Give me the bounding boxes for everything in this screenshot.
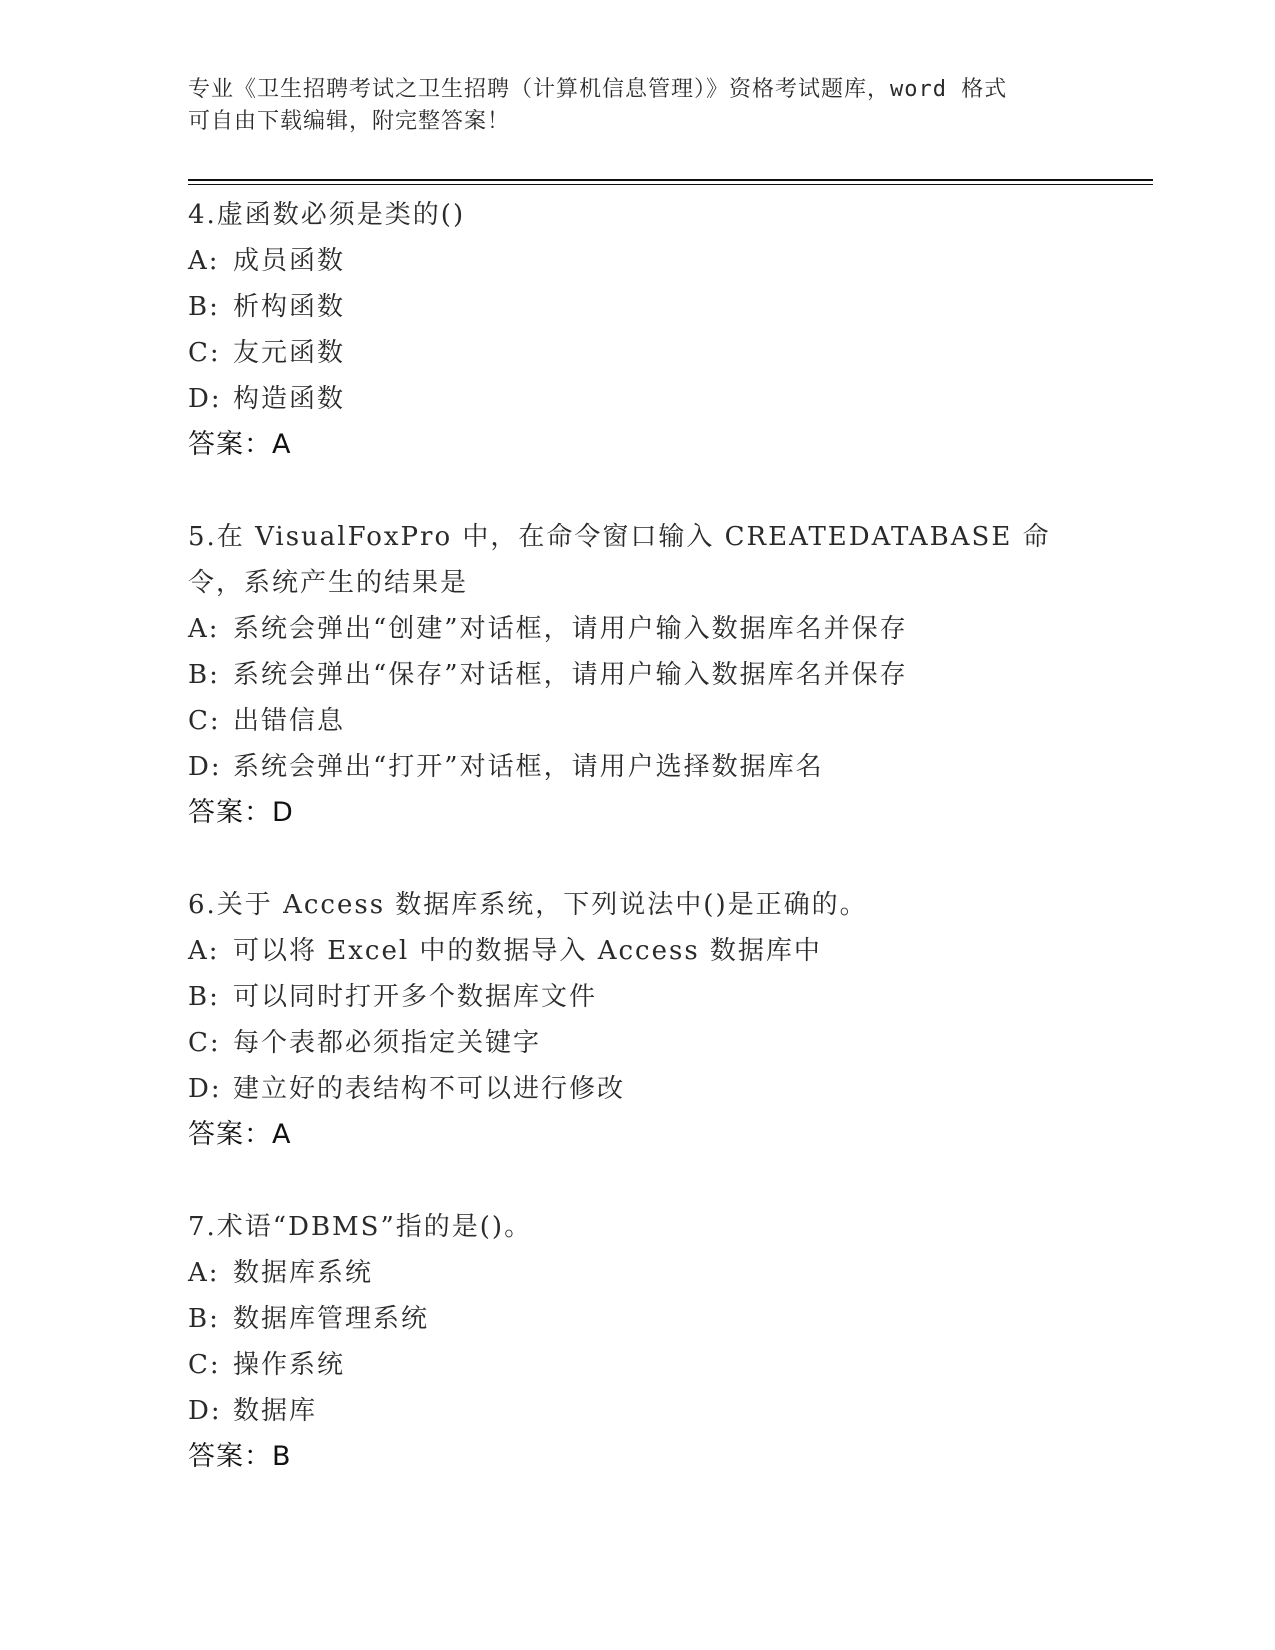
option-c [188, 698, 1148, 744]
header-divider-thick [188, 179, 1153, 181]
option-text: 数据库管理系统 [233, 1304, 430, 1334]
option-d [188, 1066, 1148, 1112]
option-key: B: [188, 982, 220, 1012]
option-key: C: [188, 1350, 221, 1380]
question-title: 7.术语“DBMS”指的是()。 [188, 1212, 533, 1242]
option-a [188, 928, 1148, 974]
option-c [188, 330, 1148, 376]
option-key: C: [188, 706, 221, 736]
option-d [188, 376, 1148, 422]
option-key: A: [188, 1258, 220, 1288]
option-key: D: [188, 1396, 222, 1426]
option-b [188, 284, 1148, 330]
option-a [188, 1250, 1148, 1296]
option-text: 友元函数 [233, 338, 346, 368]
option-c [188, 1342, 1148, 1388]
question-list [188, 192, 1148, 1526]
option-c [188, 1020, 1148, 1066]
option-text: 系统会弹出“保存”对话框，请用户输入数据库名并保存 [233, 660, 908, 690]
option-text: 每个表都必须指定关键字 [233, 1028, 542, 1058]
option-key: A: [188, 614, 220, 644]
option-text: 成员函数 [233, 246, 346, 276]
option-text: 析构函数 [233, 292, 346, 322]
question-4 [188, 192, 1148, 468]
option-d [188, 1388, 1148, 1434]
option-text: 数据库系统 [233, 1258, 374, 1288]
option-text: 出错信息 [233, 706, 346, 736]
option-b [188, 974, 1148, 1020]
option-a [188, 606, 1148, 652]
question-5 [188, 514, 1148, 836]
answer-line: 答案：A [188, 1119, 292, 1150]
option-key: A: [188, 246, 220, 276]
document-header [188, 74, 1088, 138]
option-key: C: [188, 1028, 221, 1058]
option-key: D: [188, 752, 222, 782]
option-key: C: [188, 338, 221, 368]
question-title: 4.虚函数必须是类的() [188, 200, 466, 230]
header-line-1: 专业《卫生招聘考试之卫生招聘（计算机信息管理）》资格考试题库，word 格式 [188, 77, 1008, 102]
header-line-2: 可自由下载编辑，附完整答案！ [188, 109, 511, 134]
option-key: B: [188, 660, 220, 690]
option-key: D: [188, 1074, 222, 1104]
option-b [188, 1296, 1148, 1342]
option-text: 系统会弹出“创建”对话框，请用户输入数据库名并保存 [233, 614, 908, 644]
question-6 [188, 882, 1148, 1158]
option-key: A: [188, 936, 220, 966]
option-text: 构造函数 [233, 384, 346, 414]
option-text: 建立好的表结构不可以进行修改 [233, 1074, 626, 1104]
option-a [188, 238, 1148, 284]
option-text: 可以同时打开多个数据库文件 [233, 982, 598, 1012]
option-key: D: [188, 384, 222, 414]
question-title: 5.在 VisualFoxPro 中，在命令窗口输入 CREATEDATABASE 命令，系统产生的结果是 [188, 522, 1051, 598]
option-key: B: [188, 1304, 220, 1334]
option-text: 可以将 Excel 中的数据导入 Access 数据库中 [233, 936, 822, 966]
option-key: B: [188, 292, 220, 322]
option-text: 数据库 [233, 1396, 318, 1426]
option-b [188, 652, 1148, 698]
option-text: 系统会弹出“打开”对话框，请用户选择数据库名 [233, 752, 824, 782]
question-7 [188, 1204, 1148, 1480]
option-d [188, 744, 1148, 790]
answer-line: 答案：D [188, 797, 294, 828]
answer-line: 答案：A [188, 429, 292, 460]
question-title: 6.关于 Access 数据库系统，下列说法中()是正确的。 [188, 890, 868, 920]
answer-line: 答案：B [188, 1441, 292, 1472]
option-text: 操作系统 [233, 1350, 346, 1380]
header-divider-thin [188, 184, 1153, 185]
